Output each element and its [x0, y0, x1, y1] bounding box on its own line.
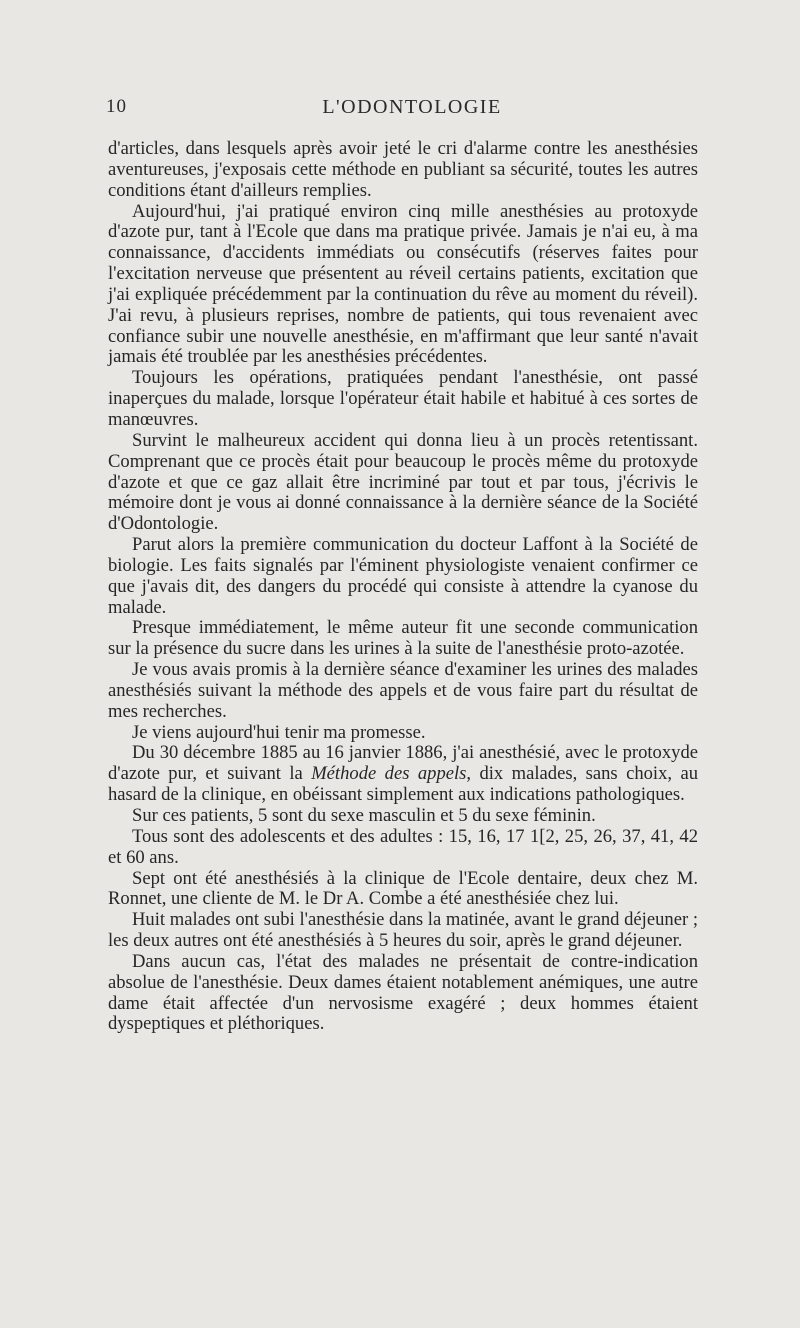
paragraph: Je vous avais promis à la dernière séance d'examiner les urines des malades anesthésiés suivant la méthode des appels et de vous faire part du résultat de mes recherches.	[108, 659, 698, 722]
paragraph: Aujourd'hui, j'ai pratiqué environ cinq mille anesthésies au protoxyde d'azote pur, tant à l'Ecole que dans ma pratique privée. Jamais je n'ai eu, à ma connaissance, d'accidents immédiats ou consécutifs (réserves faites pour l'excitation nerveuse que présentent au réveil certains patients, excitation que j'ai expliquée précédemment par la continuation du rêve au moment du réveil). J'ai revu, à plusieurs reprises, nombre de patients, qui tous revenaient avec confiance subir une nouvelle anesthésie, en m'affirmant que leur santé n'avait jamais été troublée par les anesthésies précédentes.	[108, 200, 698, 368]
paragraph: Sept ont été anesthésiés à la clinique de l'Ecole dentaire, deux chez M. Ronnet, une cliente de M. le Dr A. Combe a été anesthésiée chez lui.	[108, 867, 698, 910]
paragraph: Survint le malheureux accident qui donna lieu à un procès retentissant. Comprenant que ce procès était pour beaucoup le procès même du protoxyde d'azote et que ce gaz allait être incriminé par tout et par tous, j'écrivis le mémoire dont je vous ai donné connaissance à la dernière séance de la Société d'Odontologie.	[108, 429, 698, 535]
paragraph: Sur ces patients, 5 sont du sexe masculin et 5 du sexe féminin.	[132, 805, 596, 826]
running-title: L'ODONTOLOGIE	[322, 96, 502, 118]
paragraph: Huit malades ont subi l'anesthésie dans la matinée, avant le grand déjeuner ; les deux autres ont été anesthésiés à 5 heures du soir, après le grand déjeuner.	[108, 909, 698, 952]
paragraph: Tous sont des adolescents et des adultes : 15, 16, 17 1[2, 25, 26, 37, 41, 42 et 60 ans.	[108, 825, 698, 868]
paragraph: Du 30 décembre 1885 au 16 janvier 1886, j'ai anesthésié, avec le protoxyde d'azote pur, et suivant la Méthode des appels, dix malades, sans choix, au hasard de la clinique, en obéissant simplement aux indications pathologiques.	[108, 742, 698, 806]
paragraph: Dans aucun cas, l'état des malades ne présentait de contre-indication absolue de l'anesthésie. Deux dames étaient notablement anémiques, une autre dame était affectée d'un nervosisme exagéré ; deux hommes étaient dyspeptiques et pléthoriques.	[108, 950, 698, 1035]
body-text	[108, 139, 698, 1035]
paragraph: Parut alors la première communication du docteur Laffont à la Société de biologie. Les faits signalés par l'éminent physiologiste venaient confirmer ce que j'avais dit, des dangers du procédé qui consiste à attendre la cyanose du malade.	[108, 534, 698, 618]
paragraph: Presque immédiatement, le même auteur fit une seconde communication sur la présence du sucre dans les urines à la suite de l'anesthésie proto-azotée.	[108, 617, 698, 660]
page-number: 10	[106, 96, 127, 117]
paragraph: Je viens aujourd'hui tenir ma promesse.	[132, 721, 426, 743]
paragraph: d'articles, dans lesquels après avoir jeté le cri d'alarme contre les anesthésies aventureuses, j'exposais cette méthode en publiant sa sécurité, toutes les autres conditions étant d'ailleurs remplies.	[108, 138, 698, 201]
paragraph: Toujours les opérations, pratiquées pendant l'anesthésie, ont passé inaperçues du malade, lorsque l'opérateur était habile et habitué à ces sortes de manœuvres.	[108, 367, 698, 430]
italic-title: Méthode des appels	[311, 763, 467, 785]
page-header	[106, 96, 708, 122]
